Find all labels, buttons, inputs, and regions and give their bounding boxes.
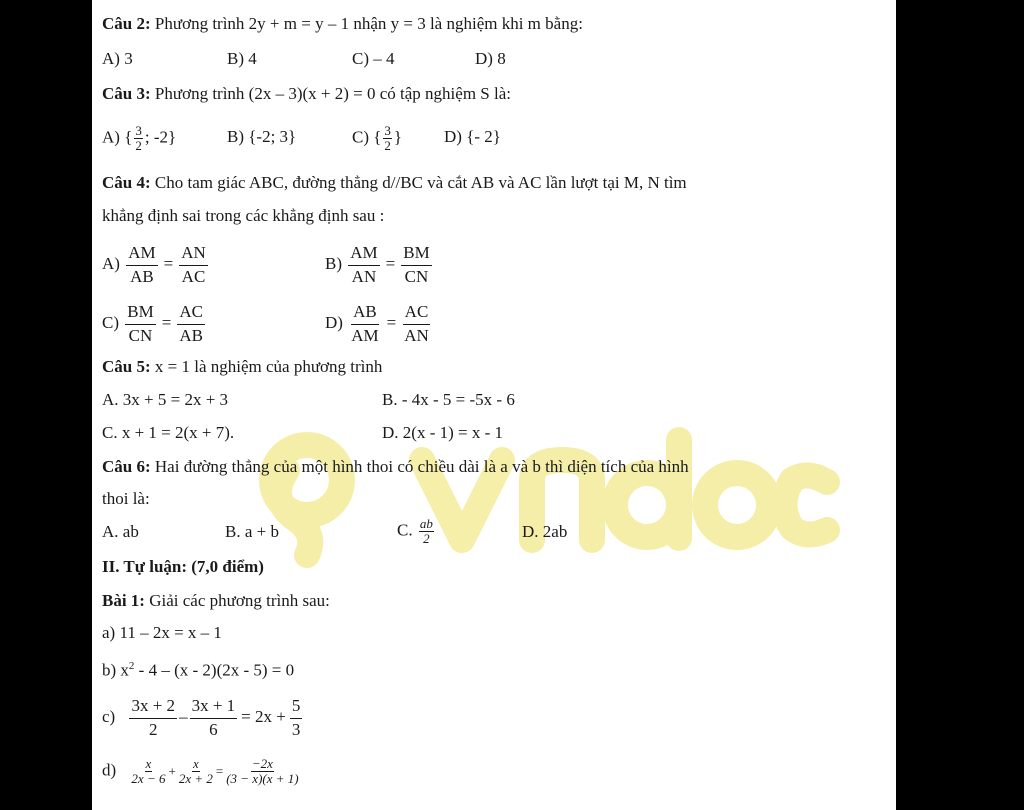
denominator: AN bbox=[351, 266, 377, 286]
watermark-letter-c bbox=[785, 475, 828, 534]
numerator: AC bbox=[403, 303, 431, 325]
q6-option-d: D. 2ab bbox=[522, 522, 568, 541]
denominator: 2 bbox=[423, 531, 430, 547]
denominator: 2 bbox=[384, 138, 391, 154]
q5-option-b: B. - 4x - 5 = -5x - 6 bbox=[382, 390, 515, 409]
document-page bbox=[92, 0, 896, 810]
fraction bbox=[129, 697, 177, 739]
numerator: AB bbox=[351, 303, 379, 325]
equals-sign: = bbox=[385, 254, 396, 274]
bai1-line bbox=[102, 591, 330, 611]
operator: + bbox=[168, 763, 176, 779]
q6-text1: Hai đường thẳng của một hình thoi có chiều dài là a và b thì diện tích của hình bbox=[154, 457, 689, 476]
q3-c-post: } bbox=[393, 127, 403, 147]
q6-option-b: B. a + b bbox=[225, 522, 279, 541]
q2-option-a: A) 3 bbox=[102, 49, 133, 68]
watermark-mascot-head bbox=[272, 445, 342, 515]
fraction bbox=[179, 244, 208, 286]
fraction bbox=[225, 757, 299, 787]
q6-label: Câu 6: bbox=[102, 457, 151, 476]
q3-text: Phương trình (2x – 3)(x + 2) = 0 có tập nghiệm S là: bbox=[154, 84, 511, 103]
denominator: AC bbox=[181, 266, 206, 286]
q3-option-b: B) {-2; 3} bbox=[227, 127, 297, 146]
denominator: AB bbox=[179, 325, 203, 345]
part-letter: d) bbox=[102, 760, 117, 780]
denominator: CN bbox=[404, 266, 429, 286]
option-letter: B) bbox=[325, 254, 342, 274]
fraction bbox=[419, 517, 434, 547]
q6-line1 bbox=[102, 457, 689, 477]
equals-sign: = bbox=[163, 254, 174, 274]
equals-sign: = bbox=[161, 313, 172, 333]
q4-text1: Cho tam giác ABC, đường thẳng d//BC và cắt AB và AC lần lượt tại M, N tìm bbox=[154, 173, 687, 192]
q5-text: x = 1 là nghiệm của phương trình bbox=[154, 357, 383, 376]
equals-part: = 2x + bbox=[241, 707, 286, 727]
q4-option-c bbox=[102, 303, 207, 345]
numerator: ab bbox=[419, 516, 433, 531]
q6-option-c bbox=[397, 517, 436, 547]
b-post: - 4 – (x - 2)(2x - 5) = 0 bbox=[134, 660, 295, 680]
part-letter: c) bbox=[102, 707, 116, 727]
numerator: AC bbox=[177, 303, 205, 325]
watermark-letter-d-bowl bbox=[615, 473, 679, 537]
q4-option-b bbox=[325, 244, 434, 286]
fraction bbox=[126, 244, 157, 286]
fraction bbox=[402, 303, 431, 345]
numerator: 3 bbox=[384, 123, 391, 138]
b-pre: b) x bbox=[102, 660, 129, 680]
fraction bbox=[130, 757, 166, 787]
denominator: AM bbox=[351, 325, 379, 345]
denominator: 2 bbox=[135, 138, 142, 154]
fraction bbox=[177, 303, 205, 345]
option-letter: C. bbox=[397, 520, 413, 540]
q5-line bbox=[102, 357, 382, 377]
q2-text: Phương trình 2y + m = y – 1 nhận y = 3 là nghiệm khi m bằng: bbox=[154, 14, 583, 33]
bai1-part-c bbox=[102, 697, 304, 739]
q4-line2: khẳng định sai trong các khẳng định sau : bbox=[102, 206, 385, 225]
fraction bbox=[401, 244, 431, 286]
operator: – bbox=[179, 707, 188, 727]
numerator: 3 bbox=[135, 123, 142, 138]
bai1-part-d bbox=[102, 757, 302, 787]
watermark-letter-o bbox=[705, 473, 769, 537]
q2-option-d: D) 8 bbox=[475, 49, 506, 68]
part-two-title: II. Tự luận: (7,0 điểm) bbox=[102, 557, 264, 576]
q2-option-c: C) – 4 bbox=[352, 49, 395, 68]
q3-line bbox=[102, 84, 511, 104]
q4-label: Câu 4: bbox=[102, 173, 151, 192]
denominator: 2x − 6 bbox=[131, 771, 166, 787]
numerator: 5 bbox=[290, 697, 303, 719]
q2-line bbox=[102, 14, 583, 34]
option-letter: C) bbox=[102, 313, 119, 333]
numerator: −2x bbox=[251, 756, 273, 771]
q2-option-b: B) 4 bbox=[227, 49, 257, 68]
numerator: 3x + 1 bbox=[190, 697, 238, 719]
numerator: AM bbox=[126, 244, 157, 266]
q3-option-c bbox=[352, 124, 402, 154]
q3-a-pre: A) { bbox=[102, 127, 133, 147]
numerator: AM bbox=[348, 244, 379, 266]
denominator: 2x + 2 bbox=[178, 771, 213, 787]
denominator: 2 bbox=[149, 719, 158, 739]
q5-option-d: D. 2(x - 1) = x - 1 bbox=[382, 423, 504, 442]
fraction bbox=[383, 124, 392, 154]
denominator: 3 bbox=[291, 719, 301, 739]
numerator: BM bbox=[401, 244, 431, 266]
equals-sign: = bbox=[386, 313, 397, 333]
fraction bbox=[125, 303, 155, 345]
bai1-label: Bài 1: bbox=[102, 591, 145, 610]
q4-option-d bbox=[325, 303, 433, 345]
numerator: 3x + 2 bbox=[129, 697, 177, 719]
numerator: x bbox=[192, 756, 199, 771]
q4-line1 bbox=[102, 173, 687, 193]
q3-option-d: D) {- 2} bbox=[444, 127, 501, 146]
q3-c-pre: C) { bbox=[352, 127, 382, 147]
q6-option-a: A. ab bbox=[102, 522, 139, 541]
numerator: BM bbox=[125, 303, 155, 325]
option-letter: D) bbox=[325, 313, 343, 333]
q3-option-a bbox=[102, 124, 176, 154]
numerator: x bbox=[145, 756, 152, 771]
q5-label: Câu 5: bbox=[102, 357, 151, 376]
numerator: AN bbox=[179, 244, 208, 266]
bai1-part-b bbox=[102, 656, 294, 681]
denominator: AB bbox=[130, 266, 154, 286]
q3-a-post: ; -2} bbox=[144, 127, 177, 147]
fraction bbox=[178, 757, 214, 787]
fraction bbox=[348, 244, 379, 286]
bai1-text: Giải các phương trình sau: bbox=[149, 591, 330, 610]
fraction bbox=[290, 697, 303, 739]
q5-option-a: A. 3x + 5 = 2x + 3 bbox=[102, 390, 229, 409]
q2-label: Câu 2: bbox=[102, 14, 151, 33]
bai1-part-a: a) 11 – 2x = x – 1 bbox=[102, 623, 222, 642]
fraction bbox=[190, 697, 238, 739]
vndoc-watermark bbox=[247, 420, 847, 570]
denominator: 6 bbox=[209, 719, 218, 739]
denominator: AN bbox=[404, 325, 429, 345]
denominator: CN bbox=[128, 325, 153, 345]
option-letter: A) bbox=[102, 254, 120, 274]
q6-line2: thoi là: bbox=[102, 489, 150, 508]
denominator: (3 − x)(x + 1) bbox=[226, 771, 299, 787]
watermark-mascot-shape bbox=[279, 470, 310, 555]
equals-sign: = bbox=[215, 763, 224, 779]
fraction bbox=[349, 303, 380, 345]
fraction bbox=[134, 124, 143, 154]
q4-option-a bbox=[102, 244, 210, 286]
q3-label: Câu 3: bbox=[102, 84, 151, 103]
q5-option-c: C. x + 1 = 2(x + 7). bbox=[102, 423, 235, 442]
superscript: 2 bbox=[128, 660, 135, 672]
